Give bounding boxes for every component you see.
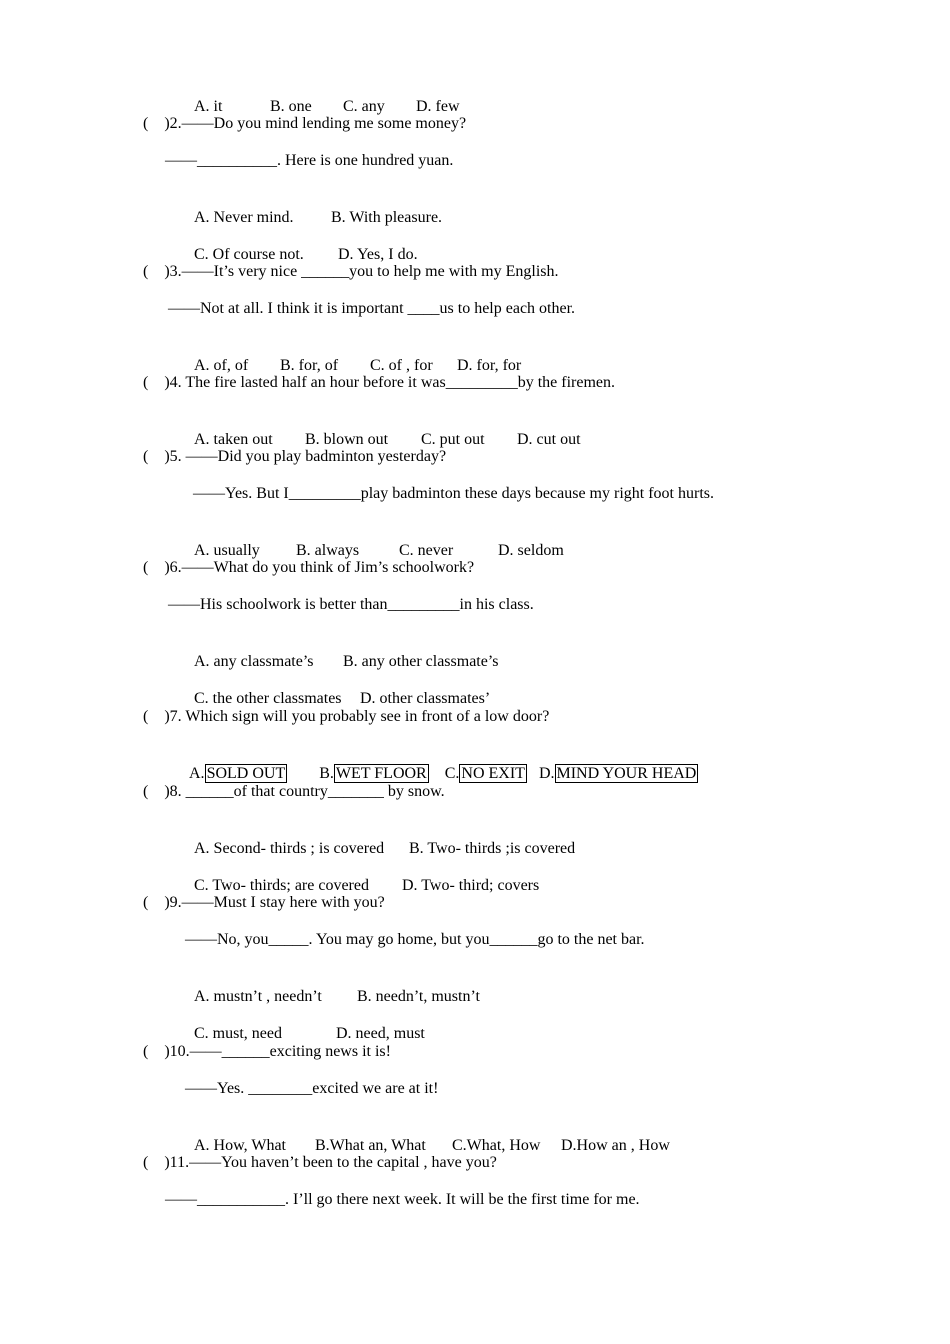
q6-option-b: B. any other classmate’s — [343, 653, 499, 670]
q6-option-a: A. any classmate’s — [194, 653, 314, 670]
q2-option-c: C. Of course not. — [194, 246, 304, 263]
q2-stem: ( )2.——Do you mind lending me some money? — [143, 115, 467, 132]
q3-stem: ( )3.——It’s very nice ______you to help me with my English. — [143, 263, 559, 280]
q11-stem: ( )11.——You haven’t been to the capital , have you? — [143, 1154, 497, 1171]
q4-option-d: D. cut out — [517, 431, 581, 448]
q7-option-b — [319, 764, 428, 784]
q10-option-d: D.How an , How — [561, 1137, 670, 1154]
q3-option-c: C. of , for — [370, 357, 433, 374]
q10-option-b: B.What an, What — [315, 1137, 426, 1154]
q1-option-c: C. any — [343, 98, 385, 115]
q3-option-a: A. of, of — [194, 357, 249, 374]
q4-option-b: B. blown out — [305, 431, 389, 448]
q11-reply: ——___________. I’ll go there next week. It will be the first time for me. — [165, 1191, 640, 1208]
q5-option-b: B. always — [296, 542, 360, 559]
mind-your-head-sign: MIND YOUR HEAD — [556, 765, 697, 782]
q2-option-a: A. Never mind. — [194, 209, 294, 226]
q5-stem: ( )5. ——Did you play badminton yesterday? — [143, 448, 447, 465]
q9-option-c: C. must, need — [194, 1025, 282, 1042]
q10-option-c: C.What, How — [452, 1137, 541, 1154]
q1-option-b: B. one — [270, 98, 312, 115]
q7-option-c — [445, 764, 527, 784]
q3-option-d: D. for, for — [457, 357, 522, 374]
q2-option-b: B. With pleasure. — [331, 209, 443, 226]
q8-option-c: C. Two- thirds; are covered — [194, 877, 369, 894]
sold-out-sign: SOLD OUT — [206, 765, 286, 782]
q6-stem: ( )6.——What do you think of Jim’s schoolwork? — [143, 559, 475, 576]
q10-stem: ( )10.——______exciting news it is! — [143, 1043, 391, 1060]
q5-option-d: D. seldom — [498, 542, 564, 559]
q4-option-a: A. taken out — [194, 431, 273, 448]
q4-stem: ( )4. The fire lasted half an hour before it was_________by the firemen. — [143, 374, 615, 391]
q6-option-c: C. the other classmates — [194, 690, 342, 707]
q9-option-a: A. mustn’t , needn’t — [194, 988, 322, 1005]
q8-option-b: B. Two- thirds ;is covered — [409, 840, 576, 857]
q9-option-d: D. need, must — [336, 1025, 425, 1042]
q10-reply: ——Yes. ________excited we are at it! — [185, 1080, 439, 1097]
q7-option-b-letter: B. — [319, 765, 334, 782]
q1-option-a: A. it — [194, 98, 223, 115]
q9-option-b: B. needn’t, mustn’t — [357, 988, 480, 1005]
q1-option-d: D. few — [416, 98, 460, 115]
q4-option-c: C. put out — [421, 431, 485, 448]
q7-option-d — [539, 764, 698, 784]
no-exit-sign: NO EXIT — [461, 765, 525, 782]
q7-option-a-letter: A. — [189, 765, 205, 782]
q5-reply: ——Yes. But I_________play badminton these days because my right foot hurts. — [193, 485, 714, 502]
q8-option-d: D. Two- third; covers — [402, 877, 540, 894]
q3-option-b: B. for, of — [280, 357, 339, 374]
q7-option-c-letter: C. — [444, 765, 460, 782]
q7-option-a — [189, 764, 287, 784]
q9-stem: ( )9.——Must I stay here with you? — [143, 894, 385, 911]
q7-stem: ( )7. Which sign will you probably see in front of a low door? — [143, 708, 550, 725]
q5-option-a: A. usually — [194, 542, 260, 559]
q8-option-a: A. Second- thirds ; is covered — [194, 840, 385, 857]
q6-option-d: D. other classmates’ — [360, 690, 491, 707]
q2-option-d: D. Yes, I do. — [338, 246, 418, 263]
q7-option-d-letter: D. — [538, 765, 555, 782]
wet-floor-sign: WET FLOOR — [335, 765, 427, 782]
q10-option-a: A. How, What — [194, 1137, 286, 1154]
q2-reply: ——__________. Here is one hundred yuan. — [165, 152, 454, 169]
q6-reply: ——His schoolwork is better than_________in his class. — [168, 596, 534, 613]
q3-reply: ——Not at all. I think it is important ____us to help each other. — [168, 300, 576, 317]
q8-stem: ( )8. ______of that country_______ by snow. — [143, 783, 445, 800]
q5-option-c: C. never — [399, 542, 454, 559]
q9-reply: ——No, you_____. You may go home, but you______go to the net bar. — [185, 931, 645, 948]
